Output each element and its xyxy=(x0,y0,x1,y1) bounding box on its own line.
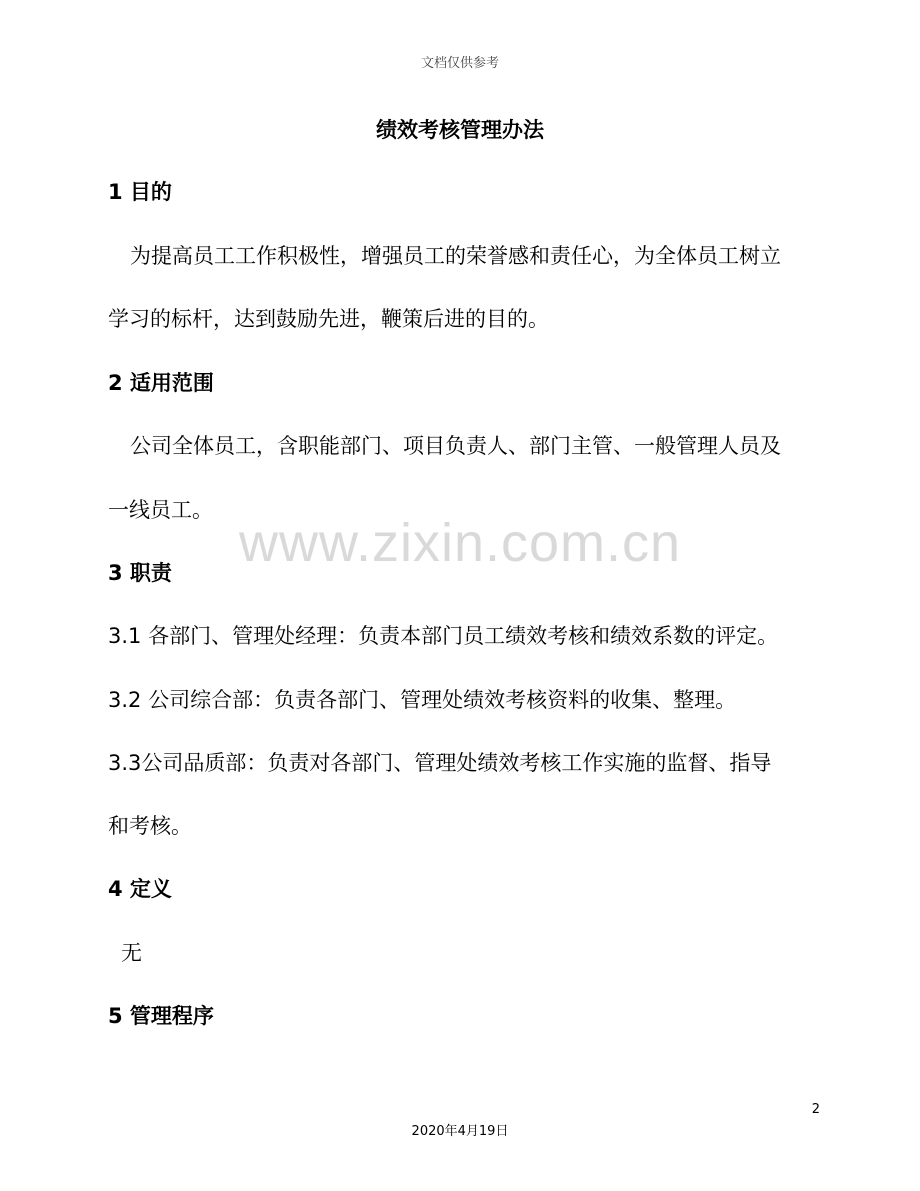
section-1-paragraph-line-2: 学习的标杆，达到鼓励先进，鞭策后进的目的。 xyxy=(108,307,549,331)
section-3-item-3-line-1: 3.3公司品质部：负责对各部门、管理处绩效考核工作实施的监督、指导 xyxy=(108,751,772,775)
page-header-note: 文档仅供参考 xyxy=(420,56,499,71)
section-3-item-3-line-2: 和考核。 xyxy=(108,814,192,838)
section-1-heading: 1 目的 xyxy=(108,180,172,204)
document-title: 绩效考核管理办法 xyxy=(376,118,544,142)
section-2-paragraph-line-2: 一线员工。 xyxy=(108,498,213,522)
section-3-heading: 3 职责 xyxy=(108,561,172,585)
section-3-item-2: 3.2 公司综合部：负责各部门、管理处绩效考核资料的收集、整理。 xyxy=(108,688,737,712)
section-2-heading: 2 适用范围 xyxy=(108,371,214,395)
section-1-paragraph-line-1: 为提高员工工作积极性，增强员工的荣誉感和责任心，为全体员工树立 xyxy=(130,244,781,268)
watermark: www.zixin.com.cn xyxy=(238,513,682,573)
section-4-heading: 4 定义 xyxy=(108,877,172,901)
section-2-paragraph-line-1: 公司全体员工，含职能部门、项目负责人、部门主管、一般管理人员及 xyxy=(130,434,781,458)
page-number: 2 xyxy=(811,1102,820,1117)
section-3-item-1: 3.1 各部门、管理处经理：负责本部门员工绩效考核和绩效系数的评定。 xyxy=(108,624,779,648)
section-4-paragraph: 无 xyxy=(121,941,142,965)
section-5-heading: 5 管理程序 xyxy=(108,1004,214,1028)
footer-date: 2020年4月19日 xyxy=(411,1124,509,1139)
